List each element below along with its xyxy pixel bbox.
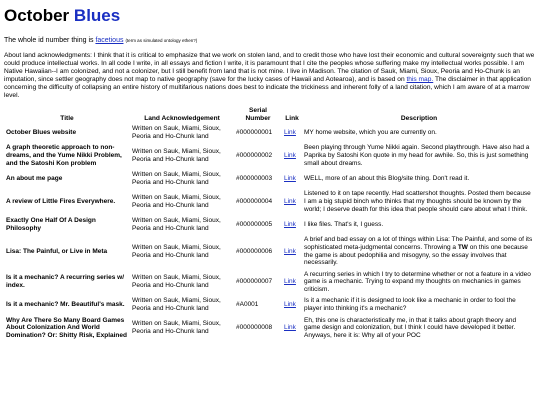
row-title: October Blues website	[6, 128, 77, 136]
row-land: Written on Sauk, Miami, Sioux, Peoria and Ho-Chunk land	[132, 297, 221, 313]
row-land: Written on Sauk, Miami, Sioux, Peoria and Ho-Chunk land	[132, 217, 221, 232]
intro-text-after: The disclaimer in that application concerning the difficulty of collapsing an entire history of multifarious nations does best to indicate the trickiness and inherent folly of a land citation, which I am aware of at a marrow level.	[4, 76, 531, 99]
table-row	[4, 295, 536, 314]
row-title: A graph theoretic approach to non-dreams, and the Yume Nikki Problem, and the Satoshi Kon problem	[6, 144, 122, 167]
header-serial: Serial Number	[245, 107, 271, 122]
header-title: Title	[60, 114, 74, 122]
row-title: Is it a mechanic? Mr. Beautiful's mask.	[6, 301, 125, 309]
row-land: Written on Sauk, Miami, Sioux, Peoria and Ho-Chunk land	[132, 171, 221, 186]
map-link[interactable]: this map.	[406, 76, 434, 83]
page-title-part1: October	[4, 6, 70, 25]
posts-table	[4, 106, 536, 341]
tagline-prefix: The whole id number thing is	[4, 37, 94, 44]
table-row	[4, 269, 536, 296]
header-land: Land Acknowledgement	[144, 114, 220, 122]
row-land: Written on Sauk, Miami, Sioux, Peoria and Ho-Chunk land	[132, 320, 221, 336]
row-link[interactable]: Link	[284, 324, 296, 332]
row-land: Written on Sauk, Miami, Sioux, Peoria and Ho-Chunk land	[132, 194, 221, 209]
table-row	[4, 215, 536, 234]
row-title: Exactly One Half Of A Design Philosophy	[6, 217, 96, 232]
row-description: MY home website, which you are currently on.	[304, 128, 437, 136]
row-serial: #000000003	[236, 174, 273, 182]
row-title: A review of Little Fires Everywhere.	[6, 197, 116, 205]
table-row	[4, 142, 536, 169]
table-row	[4, 123, 536, 142]
row-link[interactable]: Link	[284, 278, 296, 286]
page-title-part2: Blues	[73, 6, 121, 25]
header-description: Description	[400, 114, 438, 122]
table-header-row	[4, 106, 536, 123]
row-land: Written on Sauk, Miami, Sioux, Peoria and Ho-Chunk land	[132, 148, 221, 163]
row-serial: #000000004	[236, 197, 273, 205]
row-serial: #000000005	[236, 220, 273, 228]
row-description	[302, 234, 536, 268]
row-land: Written on Sauk, Miami, Sioux, Peoria and Ho-Chunk land	[132, 274, 221, 290]
row-description: WELL, more of an about this Blog/site thing. Don't read it.	[304, 174, 470, 182]
row-serial: #000000006	[236, 247, 273, 255]
row-serial: #A0001	[236, 301, 259, 309]
land-acknowledgment-intro	[4, 52, 536, 100]
row-title: Lisa: The Painful, or Live in Meta	[6, 247, 108, 255]
row-description: Eh, this one is characteristically me, in that it talks about graph theory and game design and colonization, but I think I could have developed it better. Anyways, here it is: Why all of your POC	[304, 316, 517, 339]
table-row	[4, 188, 536, 215]
page-title	[4, 6, 536, 26]
row-description: Been playing through Yume Nikki again. Second playthrough. Have also had a Paprika by Satoshi Kon quote in my head for awhile. So, this is just something small about dreams.	[304, 144, 530, 167]
row-description: Is it a mechanic if it is designed to look like a mechanic in order to fool the player into thinking it's a mechanic?	[304, 297, 516, 313]
row-link[interactable]: Link	[284, 301, 296, 309]
row-link[interactable]: Link	[284, 197, 296, 205]
row-land: Written on Sauk, Miami, Sioux, Peoria and Ho-Chunk land	[132, 125, 221, 140]
row-link[interactable]: Link	[284, 174, 296, 182]
row-link[interactable]: Link	[284, 128, 296, 136]
facetious-link[interactable]: facetious	[95, 37, 124, 44]
tagline-suffix: (term as simulated ontology ethen?)	[125, 38, 198, 43]
row-serial: #000000007	[236, 278, 273, 286]
row-serial: #000000001	[236, 128, 273, 136]
desc-after: on this one because the game is about pedophilia and misogyny, so the essay involves that necessarily.	[304, 243, 528, 267]
row-title: Is it a mechanic? A recurring series w/ index.	[6, 274, 125, 290]
row-description: Listened to it on tape recently. Had scattershot thoughts. Posted them because I am a big stupid binch who thinks that my thoughts should be known by the world; I deserve death for this idea that people should care about what I think.	[304, 190, 531, 213]
row-land: Written on Sauk, Miami, Sioux, Peoria and Ho-Chunk land	[132, 243, 221, 259]
row-link[interactable]: Link	[284, 247, 296, 255]
row-title: An about me page	[6, 174, 63, 182]
table-row	[4, 234, 536, 268]
row-description: A recurring series in which I try to determine whether or not a feature in a video game is a mechanic. Trying to expand my thoughts on mechanics in games criticism.	[304, 270, 531, 293]
row-link[interactable]: Link	[284, 151, 296, 159]
row-link[interactable]: Link	[284, 220, 296, 228]
row-serial: #000000008	[236, 324, 273, 332]
row-description: I like files. That's it, I guess.	[304, 220, 384, 228]
desc-before: A brief and bad essay on a lot of things within Lisa: The Painful, and some of its sophisticated meta-judgmental concerns. Throwing a	[304, 236, 533, 251]
intro-text-before: About land acknowledgments: I think that it is critical to emphasize that we work on stolen land, and to credit those who have lost their economic and cultural sovereignty such that we could produce intellectual works. In all code I write, in all essays and fiction I write, it is paramount that I cite the peoples whose suffering make my intellectual works possible. I am Native Hawaiian--I am colonized, and not a colonizer, but I still benefit from land that is not mine. I live in Madison. The citation of Sauk, Miami, Sioux, Peoria and Ho-Chunk is an imputation, since settler geography does not map to native geography (save for the lucky cases of Hawaii and Aotearoa), and is based on	[4, 52, 535, 83]
row-serial: #000000002	[236, 151, 273, 159]
tagline	[4, 36, 536, 45]
header-link: Link	[285, 114, 299, 122]
table-row	[4, 169, 536, 188]
table-row	[4, 315, 536, 342]
row-title: Why Are There So Many Board Games About Colonization And World Domination? Or: Shitty Risk, Explained	[6, 316, 127, 339]
trigger-warning-label: TW	[457, 243, 468, 251]
